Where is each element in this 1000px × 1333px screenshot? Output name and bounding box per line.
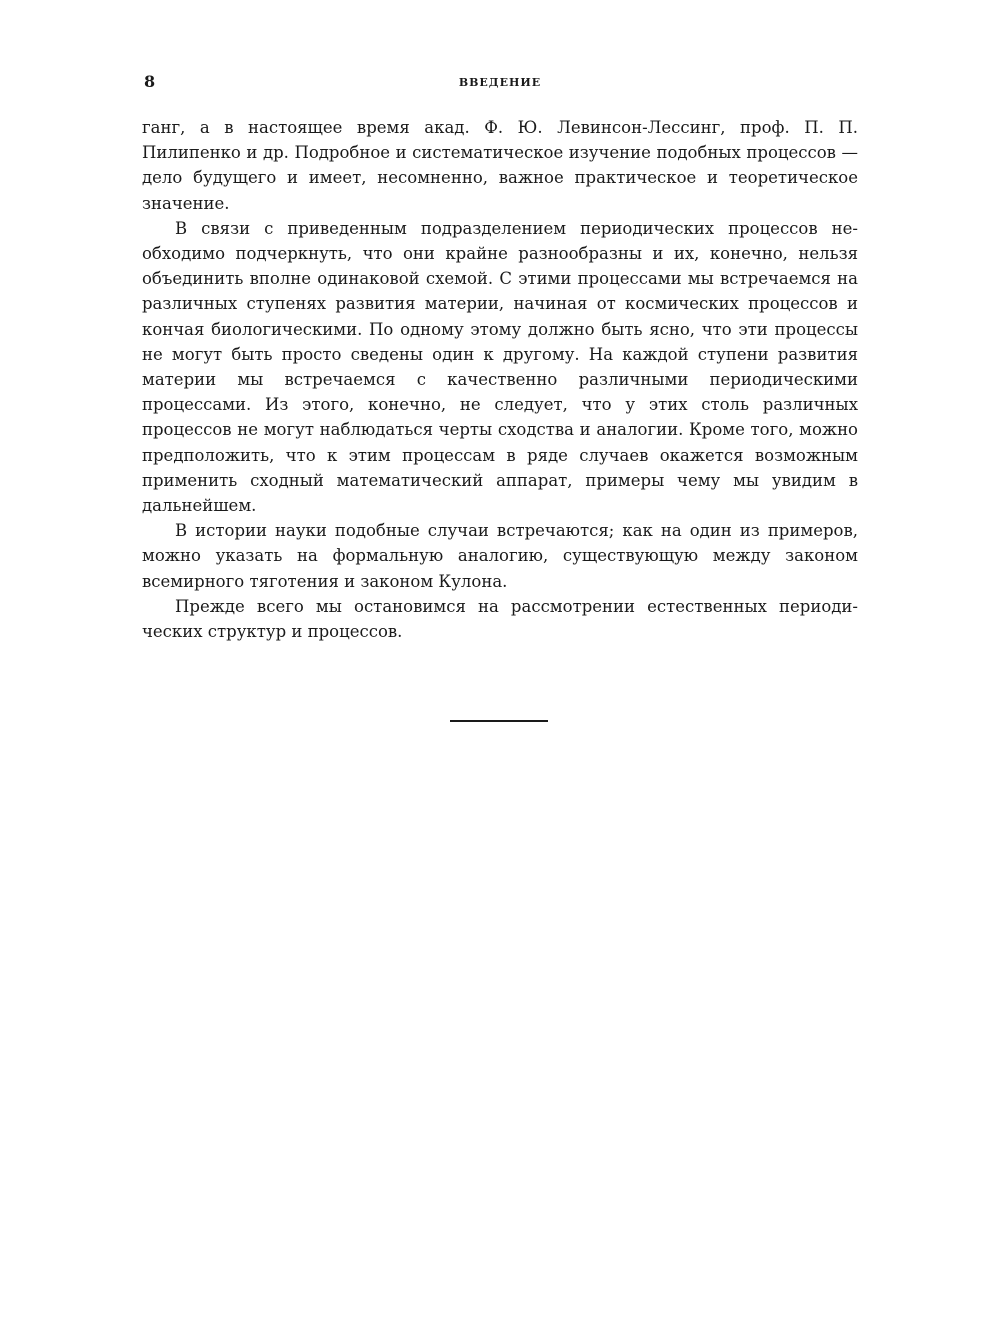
paragraph: Прежде всего мы остановимся на рассмотрении естественных периодических структур и процессов.	[142, 596, 858, 642]
page-number: 8	[144, 72, 156, 91]
section-end-rule	[450, 720, 548, 722]
paragraph: В связи с приведенным подразделением периодических процессов необходимо подчеркнуть, что они крайне разнообразны и их, конечно, нельзя объединить вполне одинаковой схемой. С этими процессами мы встречаемся на различных ступенях развития материи, начиная от космических процессов и кончая биологическими. По одному этому должно быть ясно, что эти процессы не могут быть просто сведены один к другому. На каждой ступени развития материи мы встречаемся с качественно различными периодическими процессами. Из этого, конечно, не следует, что у этих столь различных процессов не могут наблюдаться черты сходства и аналогии. Кроме того, можно предположить, что к этим процессам в ряде случаев окажется возможным применить сходный математический аппарат, примеры чему мы увидим в дальнейшем.	[142, 218, 858, 516]
body-text	[142, 115, 858, 644]
paragraph: В истории науки подобные случаи встречаются; как на один из примеров, можно указать на формальную аналогию, существующую между законом всемирного тяготения и законом Кулона.	[142, 521, 858, 591]
book-page	[142, 70, 858, 644]
paragraph-continued: ганг, а в настоящее время акад. Ф. Ю. Левинсон-Лессинг, проф. П. П. Пилипенко и др. Подробное и систематическое изучение подобных процессов — дело будущего и имеет, несомненно, важное практическое и теоретическое значение.	[142, 118, 858, 213]
running-head: ВВЕДЕНИЕ	[458, 76, 542, 89]
page-header	[142, 70, 858, 94]
